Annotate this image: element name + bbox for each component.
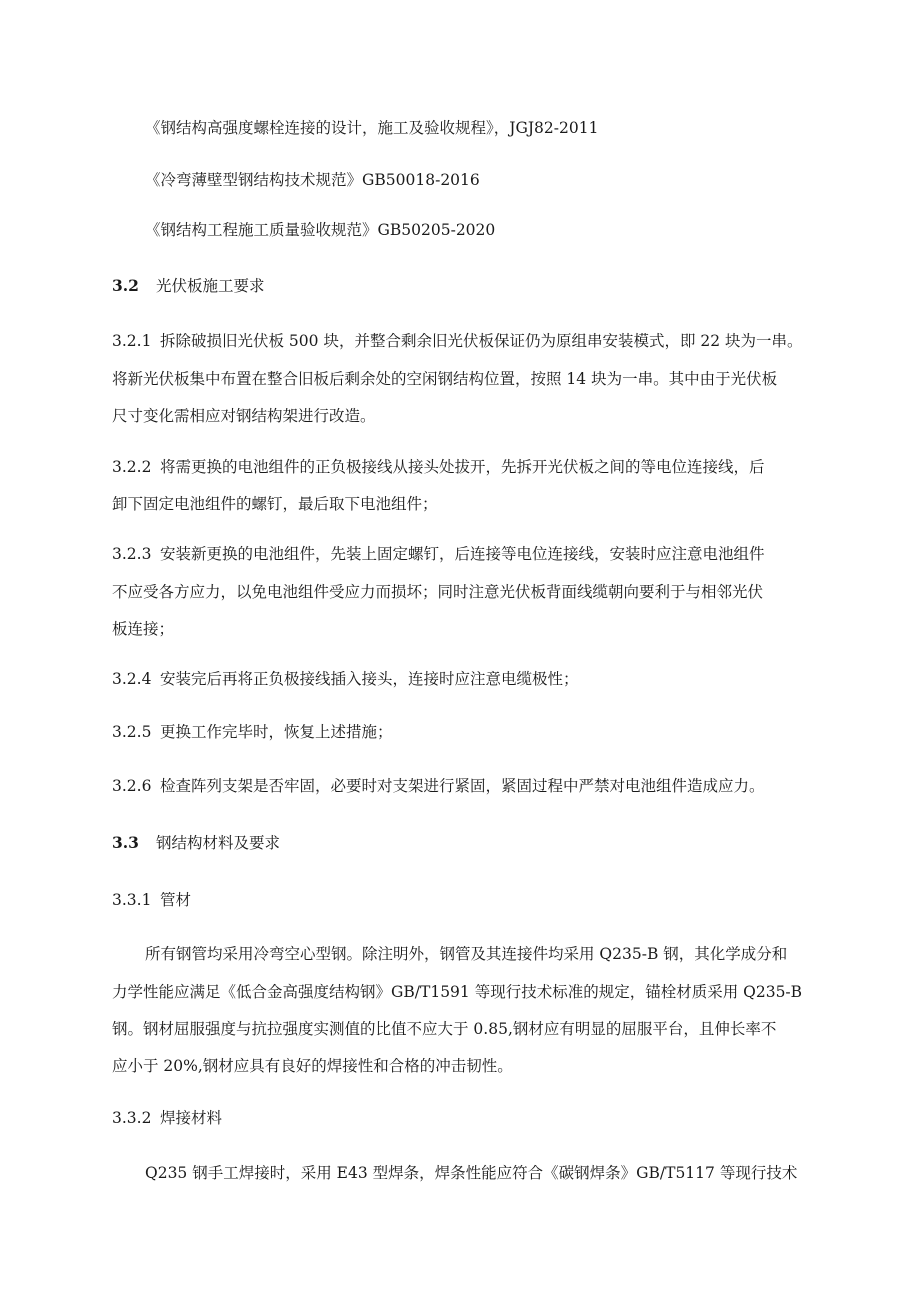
clause-text: 卸下固定电池组件的螺钉，最后取下电池组件； bbox=[112, 495, 438, 513]
clause-text: 拆除破损旧光伏板 500 块，并整合剩余旧光伏板保证仍为原组串安装模式，即 22 块为一串。 bbox=[160, 332, 803, 350]
clause-text: 尺寸变化需相应对钢结构架进行改造。 bbox=[112, 407, 376, 425]
clause-number: 3.2.6 bbox=[112, 777, 152, 795]
section-title: 光伏板施工要求 bbox=[156, 277, 265, 295]
clause-line bbox=[112, 669, 579, 689]
clause-text: 检查阵列支架是否牢固，必要时对支架进行紧固，紧固过程中严禁对电池组件造成应力。 bbox=[160, 777, 765, 795]
section-heading bbox=[112, 276, 265, 296]
subsection-number: 3.3.2 bbox=[112, 1109, 152, 1127]
clause-number: 3.2.1 bbox=[112, 332, 152, 350]
clause-number: 3.2.5 bbox=[112, 723, 152, 741]
paragraph-line: Q235 钢手工焊接时，采用 E43 型焊条，焊条性能应符合《碳钢焊条》GB/T5117 等现行技术 bbox=[145, 1164, 798, 1182]
clause-text: 安装新更换的电池组件，先装上固定螺钉，后连接等电位连接线，安装时应注意电池组件 bbox=[160, 545, 765, 563]
clause-text: 更换工作完毕时，恢复上述措施； bbox=[160, 723, 393, 741]
clause-line bbox=[112, 331, 803, 351]
subsection-title: 管材 bbox=[160, 891, 192, 909]
clause-line bbox=[112, 722, 393, 742]
section-number: 3.2 bbox=[112, 276, 139, 295]
clause-number: 3.2.3 bbox=[112, 545, 152, 563]
clause-text: 安装完后再将正负极接线插入接头，连接时应注意电缆极性； bbox=[160, 670, 579, 688]
reference-line: 《冷弯薄壁型钢结构技术规范》GB50018-2016 bbox=[145, 171, 480, 189]
paragraph-line: 应小于 20%,钢材应具有良好的焊接性和合格的冲击韧性。 bbox=[112, 1057, 513, 1075]
subsection-heading bbox=[112, 1108, 222, 1128]
clause-number: 3.2.2 bbox=[112, 458, 152, 476]
section-heading bbox=[112, 833, 280, 853]
clause-text: 将需更换的电池组件的正负极接线从接头处拔开，先拆开光伏板之间的等电位连接线，后 bbox=[160, 458, 765, 476]
clause-line bbox=[112, 457, 765, 477]
paragraph-line: 钢。钢材屈服强度与抗拉强度实测值的比值不应大于 0.85,钢材应有明显的屈服平台，且伸长率不 bbox=[112, 1020, 777, 1038]
clause-text: 将新光伏板集中布置在整合旧板后剩余处的空闲钢结构位置，按照 14 块为一串。其中由于光伏板 bbox=[112, 370, 778, 388]
clause-text: 板连接； bbox=[112, 620, 175, 638]
clause-line bbox=[112, 776, 765, 796]
subsection-number: 3.3.1 bbox=[112, 891, 152, 909]
reference-line: 《钢结构高强度螺栓连接的设计，施工及验收规程》，JGJ82-2011 bbox=[145, 119, 599, 137]
subsection-title: 焊接材料 bbox=[160, 1109, 223, 1127]
clause-text: 不应受各方应力，以免电池组件受应力而损坏；同时注意光伏板背面线缆朝向要利于与相邻光伏 bbox=[112, 583, 764, 601]
clause-number: 3.2.4 bbox=[112, 670, 152, 688]
section-number: 3.3 bbox=[112, 833, 139, 852]
paragraph-line: 所有钢管均采用冷弯空心型钢。除注明外，钢管及其连接件均采用 Q235-B 钢，其化学成分和 bbox=[145, 945, 788, 963]
reference-line: 《钢结构工程施工质量验收规范》GB50205-2020 bbox=[145, 221, 496, 239]
paragraph-line: 力学性能应满足《低合金高强度结构钢》GB/T1591 等现行技术标准的规定，锚栓材质采用 Q235-B bbox=[112, 983, 803, 1001]
section-title: 钢结构材料及要求 bbox=[156, 834, 281, 852]
clause-line bbox=[112, 544, 765, 564]
subsection-heading bbox=[112, 890, 191, 910]
